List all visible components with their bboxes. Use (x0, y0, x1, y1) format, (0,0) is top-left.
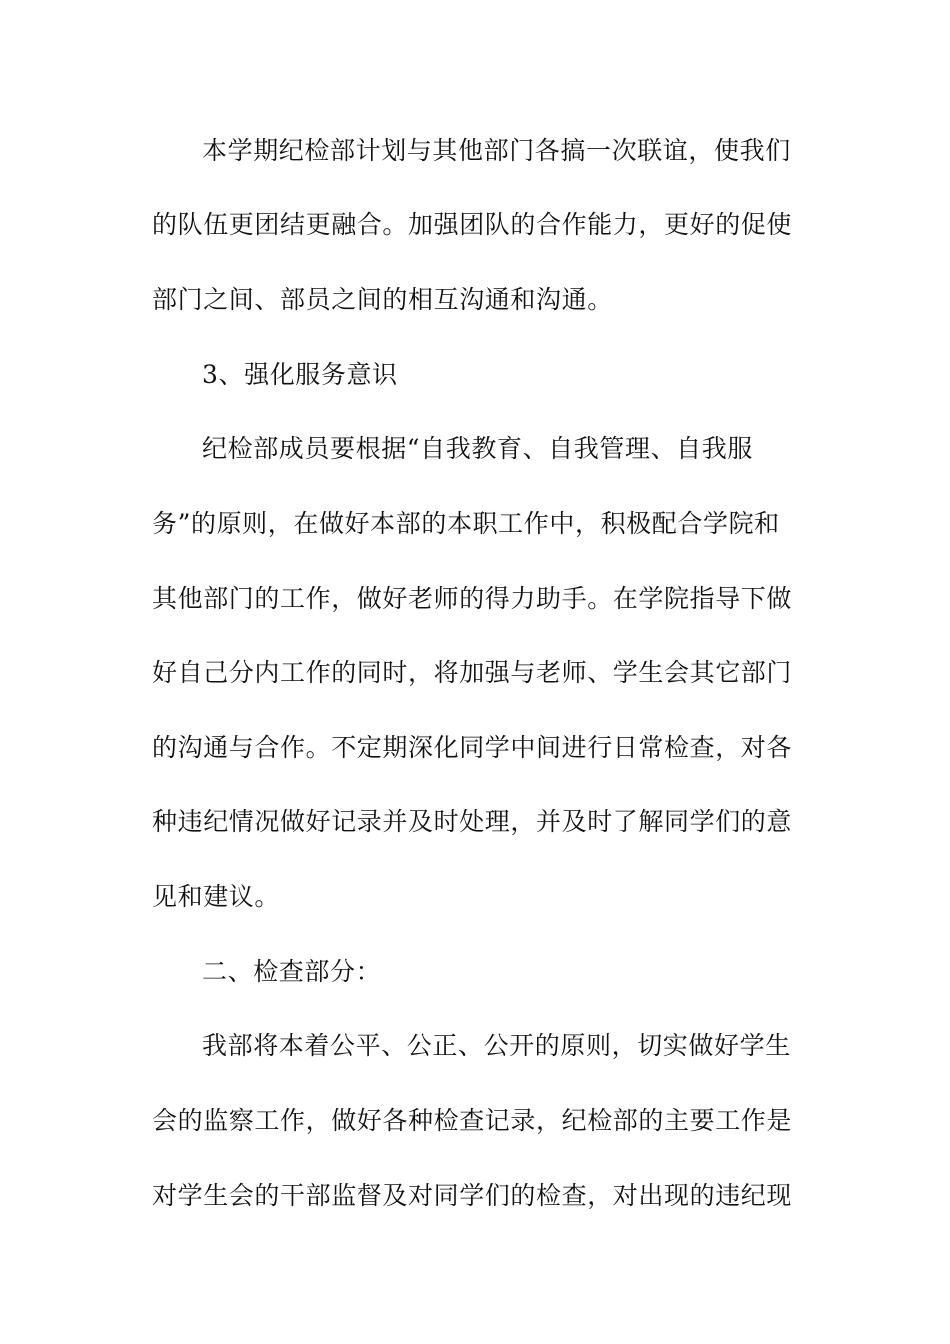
text-line: 其他部门的工作，做好老师的得力助手。在学院指导下做 (152, 584, 793, 613)
text-line: 对学生会的干部监督及对同学们的检查，对出现的违纪现 (152, 1181, 793, 1210)
text-line: 本学期纪检部计划与其他部门各搞一次联谊，使我们 (202, 136, 791, 165)
text-line: 纪检部成员要根据“自我教育、自我管理、自我服 (202, 434, 753, 463)
text-line: 的队伍更团结更融合。加强团队的合作能力，更好的促使 (152, 210, 793, 239)
text-line: 会的监察工作，做好各种检查记录，纪检部的主要工作是 (152, 1106, 793, 1135)
text-line: 我部将本着公平、公正、公开的原则，切实做好学生 (202, 1031, 791, 1060)
text-line: 好自己分内工作的同时，将加强与老师、学生会其它部门 (152, 658, 793, 687)
text-line: 部门之间、部员之间的相互沟通和沟通。 (152, 285, 613, 314)
text-line: 的沟通与合作。不定期深化同学中间进行日常检查，对各 (152, 733, 793, 762)
text-line: 务”的原则，在做好本部的本职工作中，积极配合学院和 (152, 509, 780, 538)
section-heading: 3、强化服务意识 (202, 360, 398, 389)
section-heading: 二、检查部分： (202, 957, 382, 986)
text-line: 见和建议。 (152, 882, 281, 911)
text-line: 种违纪情况做好记录并及时处理，并及时了解同学们的意 (152, 807, 793, 836)
